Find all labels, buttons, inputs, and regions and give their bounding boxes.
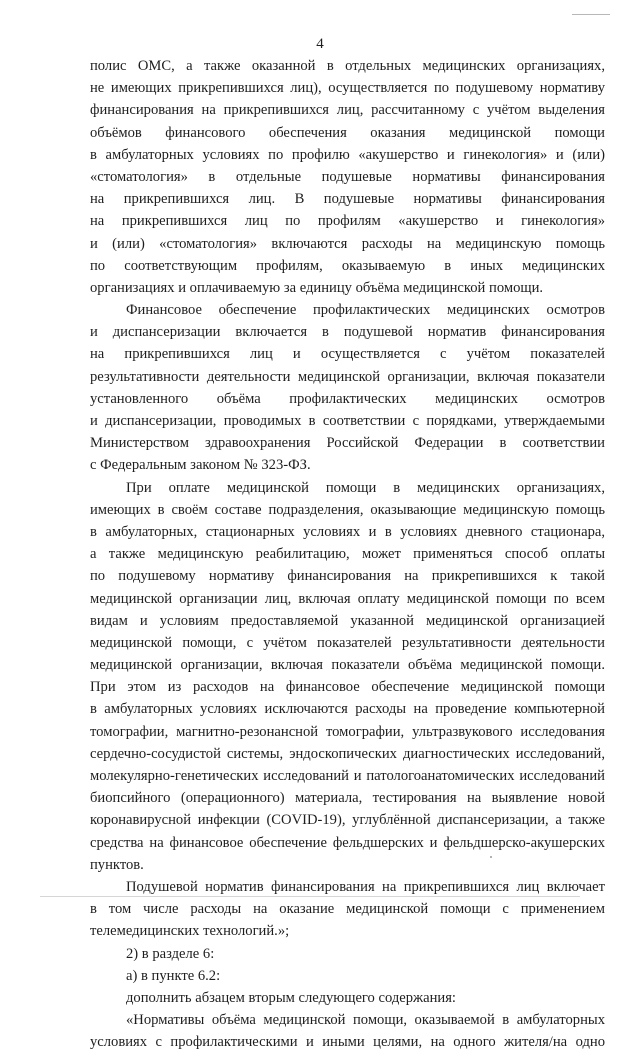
text-line: с Федеральным законом № 323-ФЗ. <box>90 457 311 474</box>
text-line: томографии, магнитно-резонансной томографии, ультразвукового исследования <box>90 723 605 740</box>
text-line: видам и условиям предоставляемой указанной медицинской организацией <box>90 612 605 629</box>
text-line: объёмов финансового обеспечения оказания медицинской помощи <box>90 124 605 141</box>
text-line: в амбулаторных, стационарных условиях и в условиях дневного стационара, <box>90 523 605 540</box>
text-line: условиях с профилактическими и иными целями, на одного жителя/на одно <box>90 1034 605 1051</box>
text-line: Финансовое обеспечение профилактических медицинских осмотров <box>126 302 605 319</box>
text-line: установленного объёма профилактических медицинских осмотров <box>90 390 605 407</box>
scan-mark-top-right <box>572 14 610 15</box>
text-line: и диспансеризации включается в подушевой норматив финансирования <box>90 324 605 341</box>
text-line: средства на финансовое обеспечение фельдшерских и фельдшерско-акушерских <box>90 834 605 851</box>
text-line: имеющих в своём составе подразделения, оказывающие медицинскую помощь <box>90 501 605 518</box>
text-line: финансирования на прикрепившихся лиц, рассчитанному с учётом выделения <box>90 102 605 119</box>
text-line: и диспансеризации, проводимых в соответствии с порядками, утверждаемыми <box>90 413 605 429</box>
text-line: не имеющих прикрепившихся лиц), осуществляется по подушевому нормативу <box>90 80 605 97</box>
text-line: полис ОМС, а также оказанной в отдельных медицинских организациях, <box>90 58 605 74</box>
text-line: Подушевой норматив финансирования на прикрепившихся лиц включает <box>126 878 605 895</box>
text-line: в том числе расходы на оказание медицинской помощи с применением <box>90 901 605 918</box>
text-line: При оплате медицинской помощи в медицинских организациях, <box>126 479 605 496</box>
text-line: коронавирусной инфекции (COVID-19), углублённой диспансеризации, а также <box>90 812 605 829</box>
page-number: 4 <box>316 36 324 52</box>
scan-dot <box>490 856 492 858</box>
text-line: на прикрепившихся лиц по профилям «акушерство и гинекология» <box>90 213 605 230</box>
text-line: по подушевому нормативу финансирования на прикрепившихся к такой <box>90 568 605 585</box>
text-line: по соответствующим профилям, оказываемую в иных медицинских <box>90 257 605 274</box>
text-line: а также медицинскую реабилитацию, может применяться способ оплаты <box>90 546 605 563</box>
text-line: При этом из расходов на финансовое обеспечение медицинской помощи <box>90 679 605 696</box>
text-line: телемедицинских технологий.»; <box>90 923 290 940</box>
text-line: организациях и оплачиваемую за единицу объёма медицинской помощи. <box>90 279 544 296</box>
text-line: и (или) «стоматология» включаются расходы на медицинскую помощь <box>90 235 605 252</box>
text-line: медицинской организации лиц, включая оплату медицинской помощи по всем <box>90 590 605 607</box>
text-line: на прикрепившихся лиц. В подушевые нормативы финансирования <box>90 191 605 208</box>
text-line: результативности деятельности медицинской организации, включая показатели <box>90 368 605 385</box>
document-body <box>90 55 605 1053</box>
text-line: 2) в разделе 6: <box>126 945 215 962</box>
text-line: «стоматология» в отдельные подушевые нормативы финансирования <box>90 168 605 185</box>
text-line: на прикрепившихся лиц и осуществляется с учётом показателей <box>90 346 605 363</box>
text-line: дополнить абзацем вторым следующего содержания: <box>126 989 456 1006</box>
text-line: Министерством здравоохранения Российской Федерации в соответствии <box>90 435 605 452</box>
scan-mark-bottom <box>40 896 580 897</box>
text-line: медицинской организации, включая показатели объёма медицинской помощи. <box>90 657 605 674</box>
text-line: в амбулаторных условиях исключаются расходы на проведение компьютерной <box>90 701 605 718</box>
text-line: медицинской помощи, с учётом показателей результативности деятельности <box>90 634 605 651</box>
text-line: сердечно-сосудистой системы, эндоскопических диагностических исследований, <box>90 745 605 762</box>
text-line: а) в пункте 6.2: <box>126 967 221 984</box>
text-line: молекулярно-генетических исследований и патологоанатомических исследований <box>90 768 605 784</box>
text-line: «Нормативы объёма медицинской помощи, оказываемой в амбулаторных <box>126 1012 605 1029</box>
text-line: пунктов. <box>90 856 144 873</box>
text-line: биопсийного (операционного) материала, тестирования на выявление новой <box>90 790 605 807</box>
text-line: в амбулаторных условиях по профилю «акушерство и гинекология» и (или) <box>90 146 605 163</box>
